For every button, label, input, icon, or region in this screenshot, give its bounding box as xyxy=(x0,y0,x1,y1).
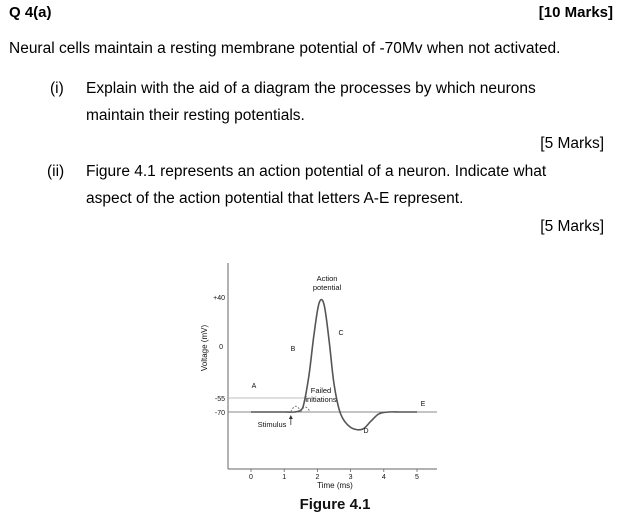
letter-b-label: B xyxy=(290,346,296,353)
item-text-line: Figure 4.1 represents an action potential of a neuron. Indicate what xyxy=(86,163,547,180)
y-tick-label: +40 xyxy=(213,295,225,302)
letter-a-label: A xyxy=(251,383,257,390)
stimulus-arrow-head xyxy=(289,415,293,419)
y-tick-label: -55 xyxy=(214,396,225,403)
item-text-line: Explain with the aid of a diagram the processes by which neurons xyxy=(86,80,536,97)
failed-initiations-label: Failed xyxy=(310,386,332,395)
question-number: Q 4(a) xyxy=(9,4,52,21)
total-marks: [10 Marks] xyxy=(538,4,613,21)
y-axis-label: Voltage (mV) xyxy=(200,324,209,372)
action-potential-label: Action xyxy=(316,274,338,283)
letter-e-label: E xyxy=(420,401,426,408)
item-marks: [5 Marks] xyxy=(540,218,604,235)
letter-c-label: C xyxy=(338,330,344,337)
x-tick-label: 0 xyxy=(249,474,253,481)
x-tick-label: 5 xyxy=(415,474,419,481)
chart-curves xyxy=(251,300,417,430)
chart-annotations xyxy=(252,274,426,435)
question-intro: Neural cells maintain a resting membrane potential of -70Mv when not activated. xyxy=(9,40,561,57)
letter-d-label: D xyxy=(363,428,369,435)
item-number: (ii) xyxy=(47,163,65,180)
action-potential-curve xyxy=(251,300,417,430)
action-potential-label: potential xyxy=(312,283,342,292)
y-tick-label: -70 xyxy=(214,410,225,417)
y-tick-label: 0 xyxy=(219,344,223,351)
stimulus-label: Stimulus xyxy=(257,420,287,429)
x-tick-label: 4 xyxy=(381,474,386,481)
item-text-line: maintain their resting potentials. xyxy=(86,107,305,124)
x-tick-label: 3 xyxy=(348,474,353,481)
x-tick-label: 1 xyxy=(282,474,287,481)
item-marks: [5 Marks] xyxy=(540,135,604,152)
figure-caption: Figure 4.1 xyxy=(299,496,371,513)
item-number: (i) xyxy=(50,80,64,97)
item-text-line: aspect of the action potential that letters A-E represent. xyxy=(86,190,464,207)
x-tick-label: 2 xyxy=(315,474,320,481)
action-potential-chart xyxy=(190,255,450,513)
failed-initiations-label: initiations xyxy=(305,395,337,404)
x-axis-label: Time (ms) xyxy=(317,481,353,490)
action-potential-figure xyxy=(190,255,450,513)
